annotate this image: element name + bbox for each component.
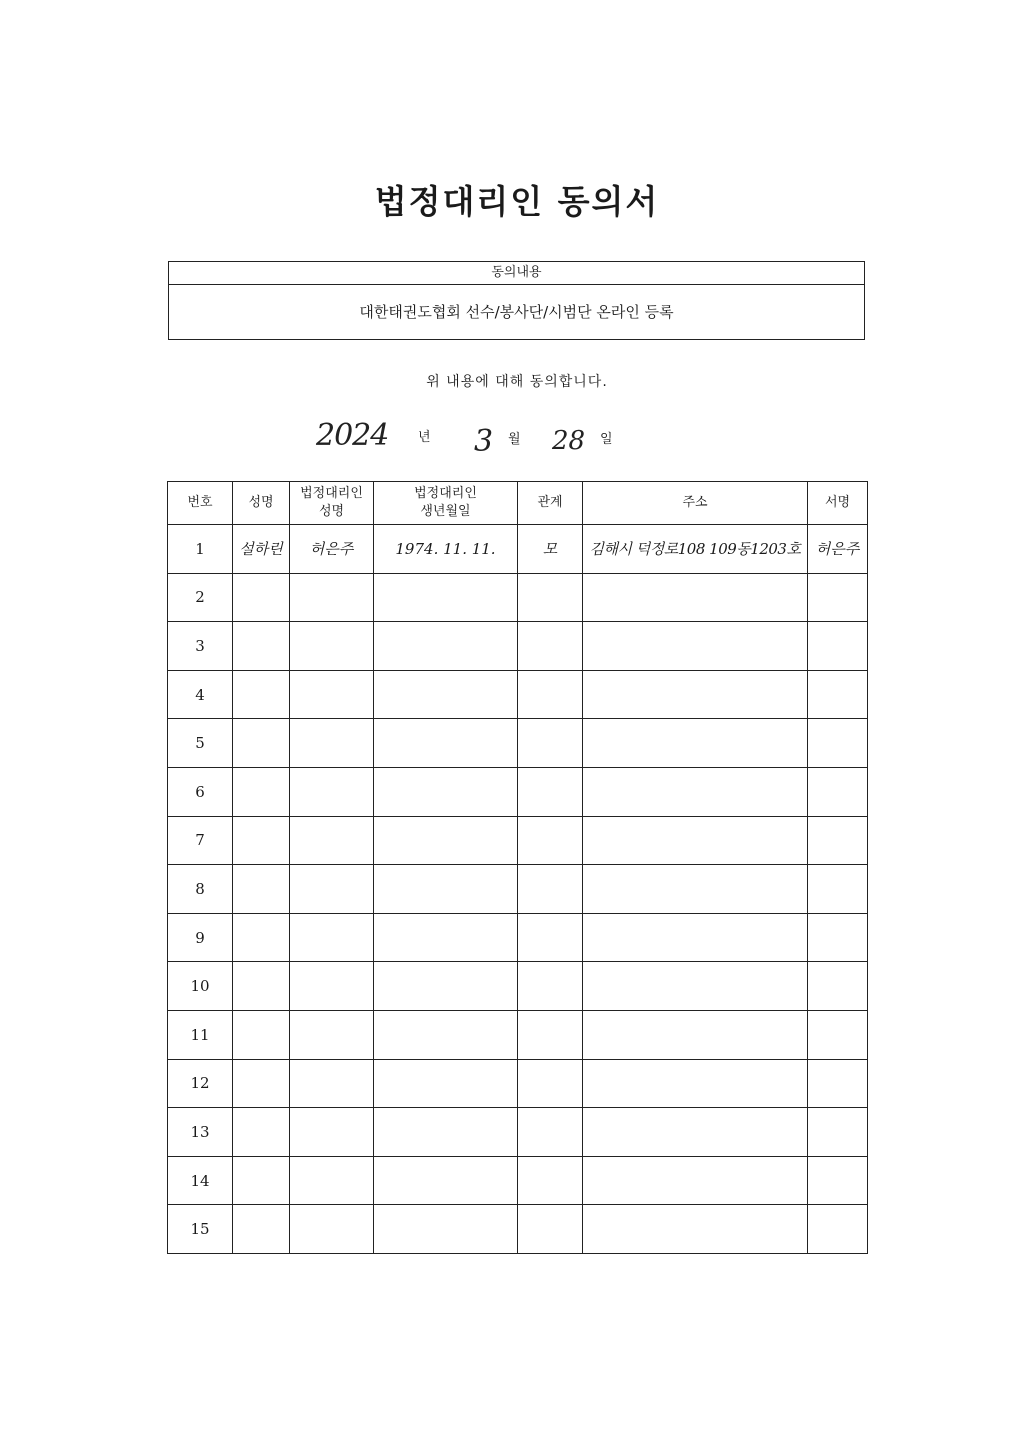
cell-guardian-birth (374, 573, 518, 622)
cell-guardian-birth (374, 1059, 518, 1108)
cell-signature (808, 1205, 868, 1254)
cell-name (233, 865, 290, 914)
cell-signature (808, 1156, 868, 1205)
cell-guardian-name (290, 865, 374, 914)
cell-relation (518, 1059, 583, 1108)
table-row (168, 767, 868, 816)
cell-guardian-name (290, 816, 374, 865)
row-number: 7 (168, 816, 233, 865)
row-number: 12 (168, 1059, 233, 1108)
cell-address (583, 1156, 808, 1205)
cell-name (233, 913, 290, 962)
row-number: 3 (168, 622, 233, 671)
cell-guardian-birth (374, 1156, 518, 1205)
date-day-label: 일 (600, 432, 613, 447)
cell-name (233, 573, 290, 622)
cell-relation (518, 622, 583, 671)
cell-address: 김해시 덕정로108 109동1203호 (583, 525, 808, 574)
cell-signature (808, 1108, 868, 1157)
cell-address (583, 865, 808, 914)
cell-signature (808, 719, 868, 768)
table-row (168, 719, 868, 768)
table-row (168, 1156, 868, 1205)
cell-guardian-birth (374, 1205, 518, 1254)
table-row (168, 962, 868, 1011)
row-number: 14 (168, 1156, 233, 1205)
cell-address (583, 719, 808, 768)
cell-name (233, 1059, 290, 1108)
cell-guardian-name (290, 573, 374, 622)
table-header-row (168, 482, 868, 525)
cell-guardian-birth (374, 913, 518, 962)
cell-signature (808, 573, 868, 622)
agreement-statement: 위 내용에 대해 동의합니다. (426, 374, 608, 390)
page-title: 법정대리인 동의서 (374, 182, 660, 221)
cell-relation (518, 1156, 583, 1205)
header-relation: 관계 (518, 482, 583, 525)
header-number: 번호 (168, 482, 233, 525)
table-row (168, 1205, 868, 1254)
row-number: 6 (168, 767, 233, 816)
cell-relation (518, 1205, 583, 1254)
cell-name (233, 622, 290, 671)
cell-address (583, 767, 808, 816)
cell-signature (808, 670, 868, 719)
cell-relation (518, 573, 583, 622)
date-year-label: 년 (418, 430, 431, 445)
consent-content: 대한태권도협회 선수/봉사단/시범단 온라인 등록 (359, 303, 674, 321)
cell-guardian-birth (374, 1010, 518, 1059)
consent-box (168, 261, 865, 340)
cell-address (583, 962, 808, 1011)
cell-signature (808, 913, 868, 962)
cell-signature (808, 1010, 868, 1059)
cell-guardian-name: 허은주 (290, 525, 374, 574)
row-number: 2 (168, 573, 233, 622)
table-row (168, 1108, 868, 1157)
cell-signature (808, 622, 868, 671)
row-number: 15 (168, 1205, 233, 1254)
cell-guardian-birth (374, 962, 518, 1011)
cell-guardian-birth: 1974. 11. 11. (374, 525, 518, 574)
cell-address (583, 913, 808, 962)
cell-signature (808, 865, 868, 914)
cell-signature (808, 962, 868, 1011)
row-number: 1 (168, 525, 233, 574)
header-guardian-name-line1: 법정대리인 (300, 486, 363, 501)
signed-date (0, 412, 1034, 462)
cell-address (583, 573, 808, 622)
cell-address (583, 1010, 808, 1059)
table-row (168, 865, 868, 914)
cell-guardian-name (290, 1010, 374, 1059)
table-row (168, 913, 868, 962)
row-number: 4 (168, 670, 233, 719)
cell-relation (518, 913, 583, 962)
cell-name (233, 1156, 290, 1205)
cell-name (233, 816, 290, 865)
cell-name (233, 719, 290, 768)
cell-guardian-birth (374, 719, 518, 768)
cell-address (583, 622, 808, 671)
consent-header: 동의내용 (169, 262, 864, 285)
cell-guardian-birth (374, 767, 518, 816)
row-number: 11 (168, 1010, 233, 1059)
cell-guardian-name (290, 1108, 374, 1157)
cell-guardian-birth (374, 1108, 518, 1157)
cell-guardian-name (290, 1205, 374, 1254)
table-row (168, 1010, 868, 1059)
cell-name (233, 962, 290, 1011)
cell-guardian-name (290, 962, 374, 1011)
row-number: 8 (168, 865, 233, 914)
cell-relation (518, 719, 583, 768)
cell-address (583, 1205, 808, 1254)
header-guardian-birth-line1: 법정대리인 (414, 486, 477, 501)
table-row (168, 622, 868, 671)
date-month-label: 월 (508, 432, 521, 447)
cell-address (583, 1059, 808, 1108)
cell-guardian-name (290, 622, 374, 671)
cell-relation (518, 816, 583, 865)
row-number: 5 (168, 719, 233, 768)
table-row (168, 670, 868, 719)
date-day: 28 (552, 426, 586, 456)
header-address: 주소 (583, 482, 808, 525)
row-number: 9 (168, 913, 233, 962)
cell-address (583, 670, 808, 719)
cell-name: 설하린 (233, 525, 290, 574)
cell-relation (518, 962, 583, 1011)
cell-address (583, 1108, 808, 1157)
cell-signature (808, 816, 868, 865)
cell-name (233, 670, 290, 719)
cell-signature (808, 1059, 868, 1108)
cell-name (233, 1010, 290, 1059)
cell-guardian-birth (374, 670, 518, 719)
row-number: 13 (168, 1108, 233, 1157)
header-name: 성명 (233, 482, 290, 525)
table-row (168, 573, 868, 622)
cell-name (233, 1205, 290, 1254)
cell-guardian-birth (374, 865, 518, 914)
header-guardian-birth (374, 482, 518, 525)
cell-relation (518, 670, 583, 719)
header-signature: 서명 (808, 482, 868, 525)
cell-address (583, 816, 808, 865)
header-guardian-name (290, 482, 374, 525)
cell-name (233, 1108, 290, 1157)
table-row (168, 816, 868, 865)
registration-table (167, 481, 868, 1254)
cell-guardian-birth (374, 622, 518, 671)
cell-relation (518, 767, 583, 816)
cell-guardian-name (290, 719, 374, 768)
cell-guardian-name (290, 670, 374, 719)
row-number: 10 (168, 962, 233, 1011)
cell-relation (518, 865, 583, 914)
cell-signature: 허은주 (808, 525, 868, 574)
header-guardian-birth-line2: 생년월일 (420, 504, 471, 519)
header-guardian-name-line2: 성명 (318, 504, 345, 519)
cell-guardian-name (290, 1156, 374, 1205)
cell-guardian-birth (374, 816, 518, 865)
cell-guardian-name (290, 767, 374, 816)
cell-guardian-name (290, 1059, 374, 1108)
date-month: 3 (474, 424, 494, 459)
cell-signature (808, 767, 868, 816)
date-year: 2024 (316, 418, 389, 453)
cell-guardian-name (290, 913, 374, 962)
cell-relation (518, 1010, 583, 1059)
cell-relation (518, 1108, 583, 1157)
cell-name (233, 767, 290, 816)
table-row (168, 1059, 868, 1108)
cell-relation: 모 (518, 525, 583, 574)
table-row (168, 525, 868, 574)
